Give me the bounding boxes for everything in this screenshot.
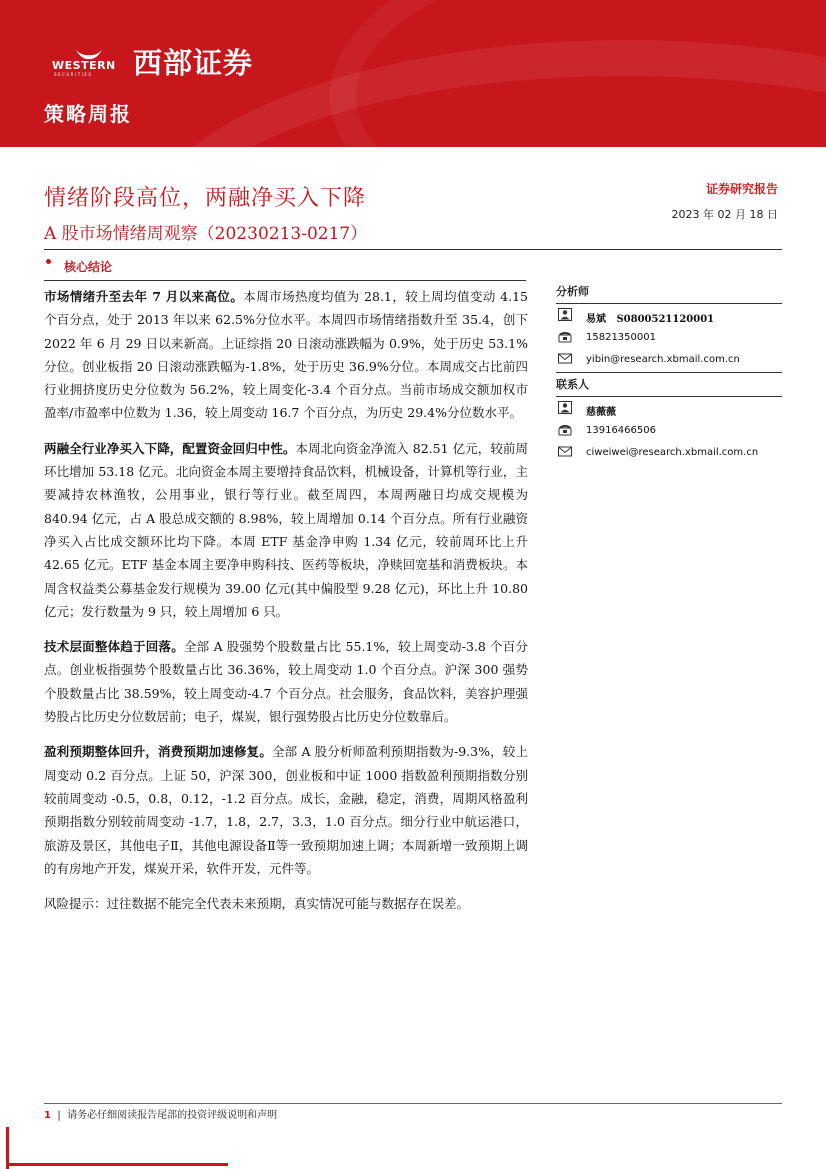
logo-subtext: SECURITIES <box>54 72 93 77</box>
footer-separator: | <box>54 1110 64 1121</box>
footer-divider <box>44 1103 782 1104</box>
paragraph <box>44 437 528 623</box>
section-divider <box>44 280 526 281</box>
divider <box>44 249 782 250</box>
contact-phone: 13916466506 <box>586 425 656 436</box>
person-icon <box>558 401 572 414</box>
analyst-name: 易斌 <box>586 314 606 325</box>
report-title: 情绪阶段高位，两融净买入下降 <box>44 186 367 211</box>
footer-disclaimer: 请务必仔细阅读报告尾部的投资评级说明和声明 <box>67 1110 278 1121</box>
report-type: 策略周报 <box>44 102 132 126</box>
analyst-email-row <box>556 348 782 370</box>
analyst-phone: 15821350001 <box>586 332 656 343</box>
company-name: 西部证券 <box>133 46 254 80</box>
western-logo <box>52 48 124 78</box>
email-icon <box>558 445 572 458</box>
analyst-heading: 分析师 <box>556 282 782 304</box>
contact-email-row <box>556 441 782 463</box>
page-number: 1 <box>44 1110 51 1121</box>
contact-name: 慈薇薇 <box>586 407 616 418</box>
divider <box>556 370 782 373</box>
contact-name-row <box>556 397 782 419</box>
analyst-license: S0800521120001 <box>616 314 715 325</box>
paragraph <box>44 635 528 728</box>
header-banner <box>0 0 826 147</box>
banner-wave-decoration-2 <box>330 0 826 147</box>
bullet-icon <box>46 259 51 264</box>
paragraph-text: 全部 A 股分析师盈利预期指数为-9.3%，较上周变动 0.2 百分点。上证 50，沪深 300，创业板和中证 1000 指数盈利预期指数分别较前周变动 -0.5，0.8，0.12，-1.2 百分点。成长，金融，稳定，消费，周期风格盈利预期指数分别较前周变动 -1.7，1.8，2.7，3.3，1.0 百分点。细分行业中航运港口，旅游及景区，其他电子Ⅱ，其他电源设备Ⅱ等一致预期加速上调；本周新增一致预期上调的有房地产开发，煤炭开采，软件开发，元件等。 <box>44 744 528 876</box>
contact-heading: 联系人 <box>556 375 782 397</box>
report-subtitle: A 股市场情绪周观察（20230213-0217） <box>44 224 368 244</box>
paragraph-lead: 技术层面整体趋于回落。 <box>44 639 184 655</box>
core-conclusions <box>44 285 528 927</box>
analyst-email[interactable]: yibin@research.xbmail.com.cn <box>586 354 740 365</box>
corner-decoration-bottom <box>6 1163 228 1166</box>
paragraph-text: 本周市场热度均值为 28.1，较上周均值变动 4.15 个百分点，处于 2013 年以来 62.5%分位水平。本周四市场情绪指数升至 35.4，创下 2022 年 6 月 29 日以来新高。上证综指 20 日滚动涨跌幅为 0.9%，处于历史 53.1%分位。创业板指 20 日滚动涨跌幅为-1.8%，处于历史 36.9%分位。本周成交占比前四行业拥挤度历史分位数为 56.2%，较上周变化-3.4 个百分点。当前市场成交额加权市盈率/市盈率中位数为 1.36，较上周变动 16.7 个百分点，为历史 29.4%分位数水平。 <box>44 289 528 421</box>
phone-icon <box>558 423 572 436</box>
phone-icon <box>558 330 572 343</box>
paragraph-lead: 盈利预期整体回升，消费预期加速修复。 <box>44 744 273 760</box>
report-category: 证券研究报告 <box>705 182 778 196</box>
contact-phone-row <box>556 419 782 441</box>
paragraph-text: 全部 A 股强势个股数量占比 55.1%，较上周变动-3.8 个百分点。创业板指强势个股数量占比 36.36%，较上周变动 1.0 个百分点。沪深 300 强势个股数量占比 38.59%，较上周变动-4.7 个百分点。社会服务，食品饮料，美容护理强势股占比历史分位数居前；电子，煤炭，银行强势股占比历史分位数靠后。 <box>44 639 528 725</box>
paragraph-text: 本周北向资金净流入 82.51 亿元，较前周环比增加 53.18 亿元。北向资金本周主要增持食品饮料，机械设备，计算机等行业，主要减持农林渔牧，公用事业，银行等行业。截至周四，本周两融日均成交规模为 840.94 亿元，占 A 股总成交额的 8.98%，较上周增加 0.14 个百分点。所有行业融资净买入占比成交额环比均下降。本周 ETF 基金净申购 1.34 亿元，较前周环比上升 42.65 亿元。ETF 基金本周主要净申购科技、医药等板块，净赎回宽基和消费板块。本周含权益类公募基金发行规模为 39.00 亿元(其中偏股型 9.28 亿元)，环比上升 10.80 亿元；发行数量为 9 只，较上周增加 6 只。 <box>44 440 528 619</box>
page-footer <box>44 1106 277 1121</box>
section-heading: 核心结论 <box>64 260 113 274</box>
contact-email[interactable]: ciweiwei@research.xbmail.com.cn <box>586 447 759 458</box>
analyst-name-row <box>556 304 782 326</box>
email-icon <box>558 352 572 365</box>
person-icon <box>558 308 572 321</box>
sidebar-contacts <box>556 282 782 463</box>
logo-wordmark: WESTERN <box>52 59 116 72</box>
report-date: 2023 年 02 月 18 日 <box>671 208 778 221</box>
analyst-phone-row <box>556 326 782 348</box>
risk-warning: 风险提示：过往数据不能完全代表未来预期，真实情况可能与数据存在误差。 <box>44 896 470 912</box>
paragraph <box>44 740 528 880</box>
paragraph <box>44 285 528 425</box>
paragraph-lead: 市场情绪升至去年 7 月以来高位。 <box>44 289 244 304</box>
paragraph-lead: 两融全行业净买入下降，配置资金回归中性。 <box>44 440 296 456</box>
